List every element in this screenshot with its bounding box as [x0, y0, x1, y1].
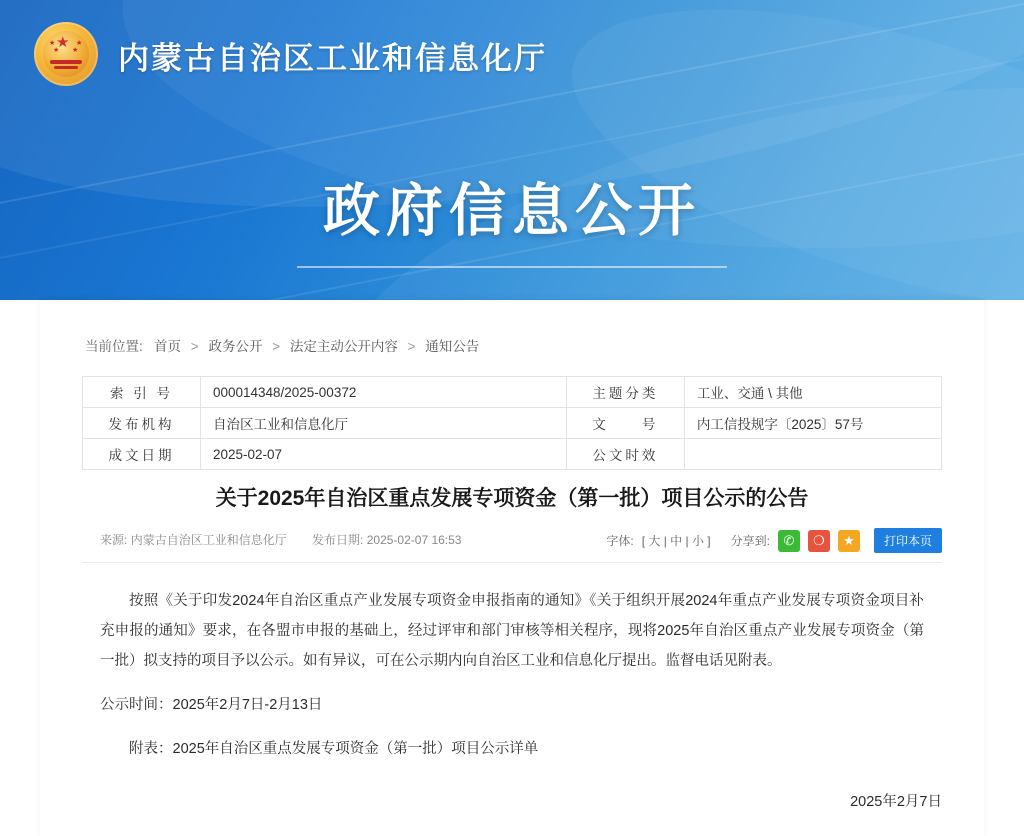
- meta-value-index-number: 000014348/2025-00372: [200, 377, 566, 408]
- table-row: [83, 439, 942, 470]
- emblem-small-stars: ★ ★ ★ ★: [49, 40, 83, 54]
- breadcrumb-separator: >: [190, 339, 199, 354]
- meta-value-topic-category: 工业、交通 \ 其他: [684, 377, 941, 408]
- meta-label-completion-date: 成文日期: [83, 439, 201, 470]
- meta-value-validity: [684, 439, 941, 470]
- content-card: [40, 300, 984, 836]
- emblem-big-star: ★: [56, 34, 70, 51]
- breadcrumb: [85, 335, 479, 355]
- favorite-star-icon[interactable]: ★: [838, 530, 860, 552]
- article-tools: [606, 528, 942, 553]
- page-title: 关于2025年自治区重点发展专项资金（第一批）项目公示的公告: [215, 487, 809, 510]
- publish-date-label: 发布日期:: [312, 533, 364, 547]
- meta-label-topic-category: 主题分类: [566, 377, 684, 408]
- publish-date-value: 2025-02-07 16:53: [366, 533, 462, 547]
- article-source-info: [100, 531, 461, 548]
- article-paragraph-3: 附表：2025年自治区重点发展专项资金（第一批）项目公示详单: [129, 741, 539, 757]
- wechat-icon[interactable]: ✆: [778, 530, 800, 552]
- meta-label-issuing-agency: 发布机构: [83, 408, 201, 439]
- site-banner: [0, 0, 1024, 300]
- meta-value-completion-date: 2025-02-07: [200, 439, 566, 470]
- article-paragraph-1: 按照《关于印发2024年自治区重点产业发展专项资金申报指南的通知》《关于组织开展2024年重点产业发展专项资金项目补充申报的通知》要求，在各盟市申报的基础上，经过评审和部门审核等相关程序，现将2025年自治区重点产业发展专项资金（第一批）拟支持的项目予以公示。如有异议，可在公示期内向自治区工业和信息化厅提出。监督电话见附表。: [100, 593, 924, 669]
- meta-label-index-number: 索 引 号: [83, 377, 201, 408]
- weibo-icon[interactable]: ❍: [808, 530, 830, 552]
- emblem-bar-bottom: [54, 66, 78, 69]
- national-emblem-icon: [34, 22, 98, 86]
- meta-label-validity: 公文时效: [566, 439, 684, 470]
- breadcrumb-item-statutory-disclosure[interactable]: 法定主动公开内容: [289, 339, 398, 354]
- banner-title-underline: [297, 266, 727, 268]
- table-row: [83, 408, 942, 439]
- article-body: [100, 586, 924, 778]
- breadcrumb-separator: >: [407, 339, 416, 354]
- meta-label-document-number: 文 号: [566, 408, 684, 439]
- breadcrumb-item-government-affairs[interactable]: 政务公开: [208, 339, 263, 354]
- emblem-bar-top: [50, 60, 82, 64]
- share-label: 分享到:: [730, 534, 770, 548]
- breadcrumb-label: 当前位置:: [85, 339, 143, 354]
- breadcrumb-separator: >: [272, 339, 281, 354]
- table-row: [83, 377, 942, 408]
- meta-value-document-number: 内工信投规字〔2025〕57号: [684, 408, 941, 439]
- article-paragraph-2: 公示时间：2025年2月7日-2月13日: [100, 697, 323, 713]
- document-meta-table: [82, 376, 942, 470]
- breadcrumb-item-home[interactable]: 首页: [154, 339, 182, 354]
- print-button[interactable]: 打印本页: [874, 528, 942, 553]
- banner-main-title: 政府信息公开: [323, 179, 701, 243]
- fontsize-options[interactable]: [ 大 | 中 | 小 ]: [641, 534, 711, 548]
- meta-value-issuing-agency: 自治区工业和信息化厅: [200, 408, 566, 439]
- article-meta-bar: [82, 528, 942, 550]
- fontsize-label: 字体:: [606, 534, 634, 548]
- organization-title: 内蒙古自治区工业和信息化厅: [118, 41, 547, 76]
- source-value: 内蒙古自治区工业和信息化厅: [130, 533, 287, 547]
- breadcrumb-item-announcements[interactable]: 通知公告: [425, 339, 480, 354]
- divider: [82, 562, 942, 563]
- article-sign-date: 2025年2月7日: [850, 794, 942, 810]
- source-label: 来源:: [100, 533, 128, 547]
